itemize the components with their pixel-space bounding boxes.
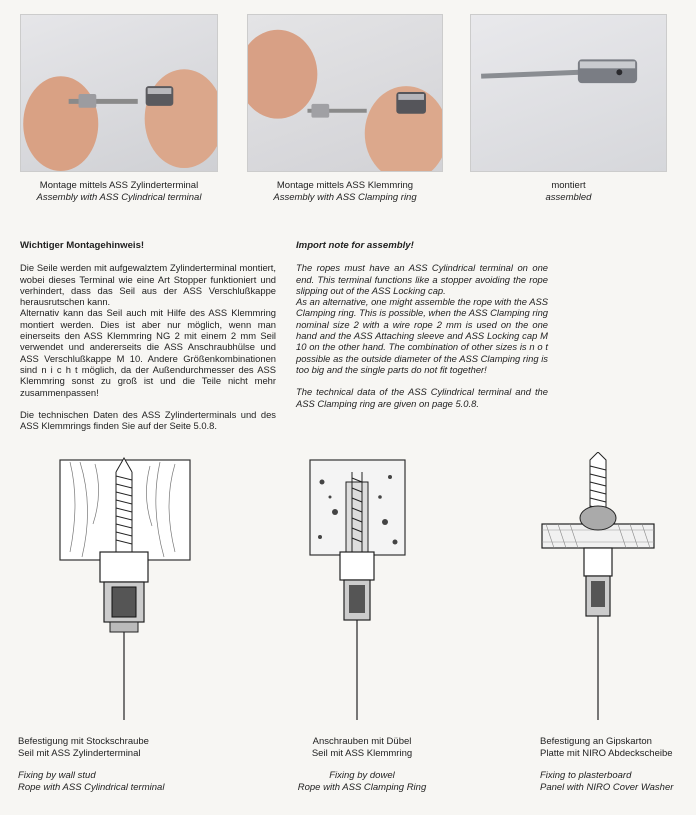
wall-stud-diagram <box>40 452 210 724</box>
photo-caption-3 <box>470 180 667 204</box>
english-paragraph-2: As an alternative, one might assemble the rope with the ASS Clamping ring. This is possible, when the ASS Clamping ring nominal size 2 with a wire rope 2 mm is used on the one hand and the ASS Attaching sleeve and ASS Locking cap M 10 on the other hand. The combination of other sizes is n o t possible as the outside diameter of the ASS Clamping ring is too big and the single parts do not fit together! <box>296 296 548 375</box>
fixing-caption-2 <box>282 736 442 793</box>
fixing-english-line-1: Fixing by dowel <box>329 770 395 781</box>
caption-english: Assembly with ASS Clamping ring <box>273 192 417 203</box>
hands-clamping-illustration <box>248 15 442 171</box>
english-text-column <box>296 240 548 420</box>
fixing-english-line-2: Panel with NIRO Cover Washer <box>540 781 674 793</box>
german-paragraph-2: Alternativ kann das Seil auch mit Hilfe des ASS Klemmring montiert werden. Dies ist aber nur möglich, wenn man einerseits den ASS Klemmring NG 2 mit einem 2 mm Seil verwendet und andererseits die ASS Anschraubhülse und ASS Verschlußkappe M 10. Andere Größenkombinationen sind n i c h t möglich, da der Außendurchmesser des ASS Klemmring sonst zu groß ist und die Teile nicht mehr zusammenpassen! <box>20 307 276 398</box>
german-text-column <box>20 240 276 442</box>
fixing-caption-1 <box>18 736 218 793</box>
dowel-diagram <box>290 452 420 724</box>
fixing-english-line-2: Rope with ASS Cylindrical terminal <box>18 781 165 793</box>
photo-assembly-cylindrical-terminal <box>20 14 218 172</box>
plasterboard-diagram <box>538 452 658 724</box>
german-heading: Wichtiger Montagehinweis! <box>20 240 145 251</box>
photo-caption-2 <box>247 180 443 204</box>
caption-german: Montage mittels ASS Klemmring <box>276 180 414 191</box>
fixing-english-line-2: Rope with ASS Clamping Ring <box>297 781 427 793</box>
caption-english: Assembly with ASS Cylindrical terminal <box>36 192 202 203</box>
caption-german: montiert <box>551 180 586 191</box>
fixing-german-line-1: Anschrauben mit Dübel <box>312 736 412 747</box>
drawing-plasterboard <box>538 452 658 724</box>
photo-caption-1 <box>20 180 218 204</box>
german-paragraph-3: Die technischen Daten des ASS Zylinderterminals und des ASS Klemmrings finden Sie auf der Seite 5.0.8. <box>20 408 276 432</box>
fixing-german-line-2: Platte mit NIRO Abdeckscheibe <box>540 747 673 759</box>
fixing-english-line-1: Fixing to plasterboard <box>540 770 632 781</box>
hands-assembly-illustration <box>21 15 217 171</box>
caption-english: assembled <box>545 192 592 203</box>
fixing-german-line-1: Befestigung mit Stockschraube <box>18 736 149 747</box>
caption-german: Montage mittels ASS Zylinderterminal <box>39 180 199 191</box>
german-paragraph-1: Die Seile werden mit aufgewalztem Zylinderterminal montiert, wobei dieses Terminal wie eine Art Stopper funktioniert und verhindert, dass das Seil aus der ASS Verschlußkappe herausrutschen kann. <box>20 262 276 308</box>
fixing-english-line-1: Fixing by wall stud <box>18 770 96 781</box>
fixing-german-line-1: Befestigung an Gipskarton <box>540 736 652 747</box>
fixing-german-line-2: Seil mit ASS Zylinderterminal <box>18 747 141 759</box>
english-heading: Import note for assembly! <box>296 240 414 251</box>
assembled-cable-illustration <box>471 15 666 171</box>
fixing-german-line-2: Seil mit ASS Klemmring <box>311 747 413 759</box>
photo-assembly-clamping-ring <box>247 14 443 172</box>
fixing-caption-3 <box>540 736 690 793</box>
english-paragraph-3: The technical data of the ASS Cylindrical terminal and the ASS Clamping ring are given on page 5.0.8. <box>296 386 548 409</box>
drawing-dowel <box>290 452 420 724</box>
drawing-wall-stud <box>40 452 210 724</box>
photo-assembled <box>470 14 667 172</box>
english-paragraph-1: The ropes must have an ASS Cylindrical terminal on one end. This terminal functions like a stopper avoiding the rope slipping out of the ASS Locking cap. <box>296 262 548 296</box>
